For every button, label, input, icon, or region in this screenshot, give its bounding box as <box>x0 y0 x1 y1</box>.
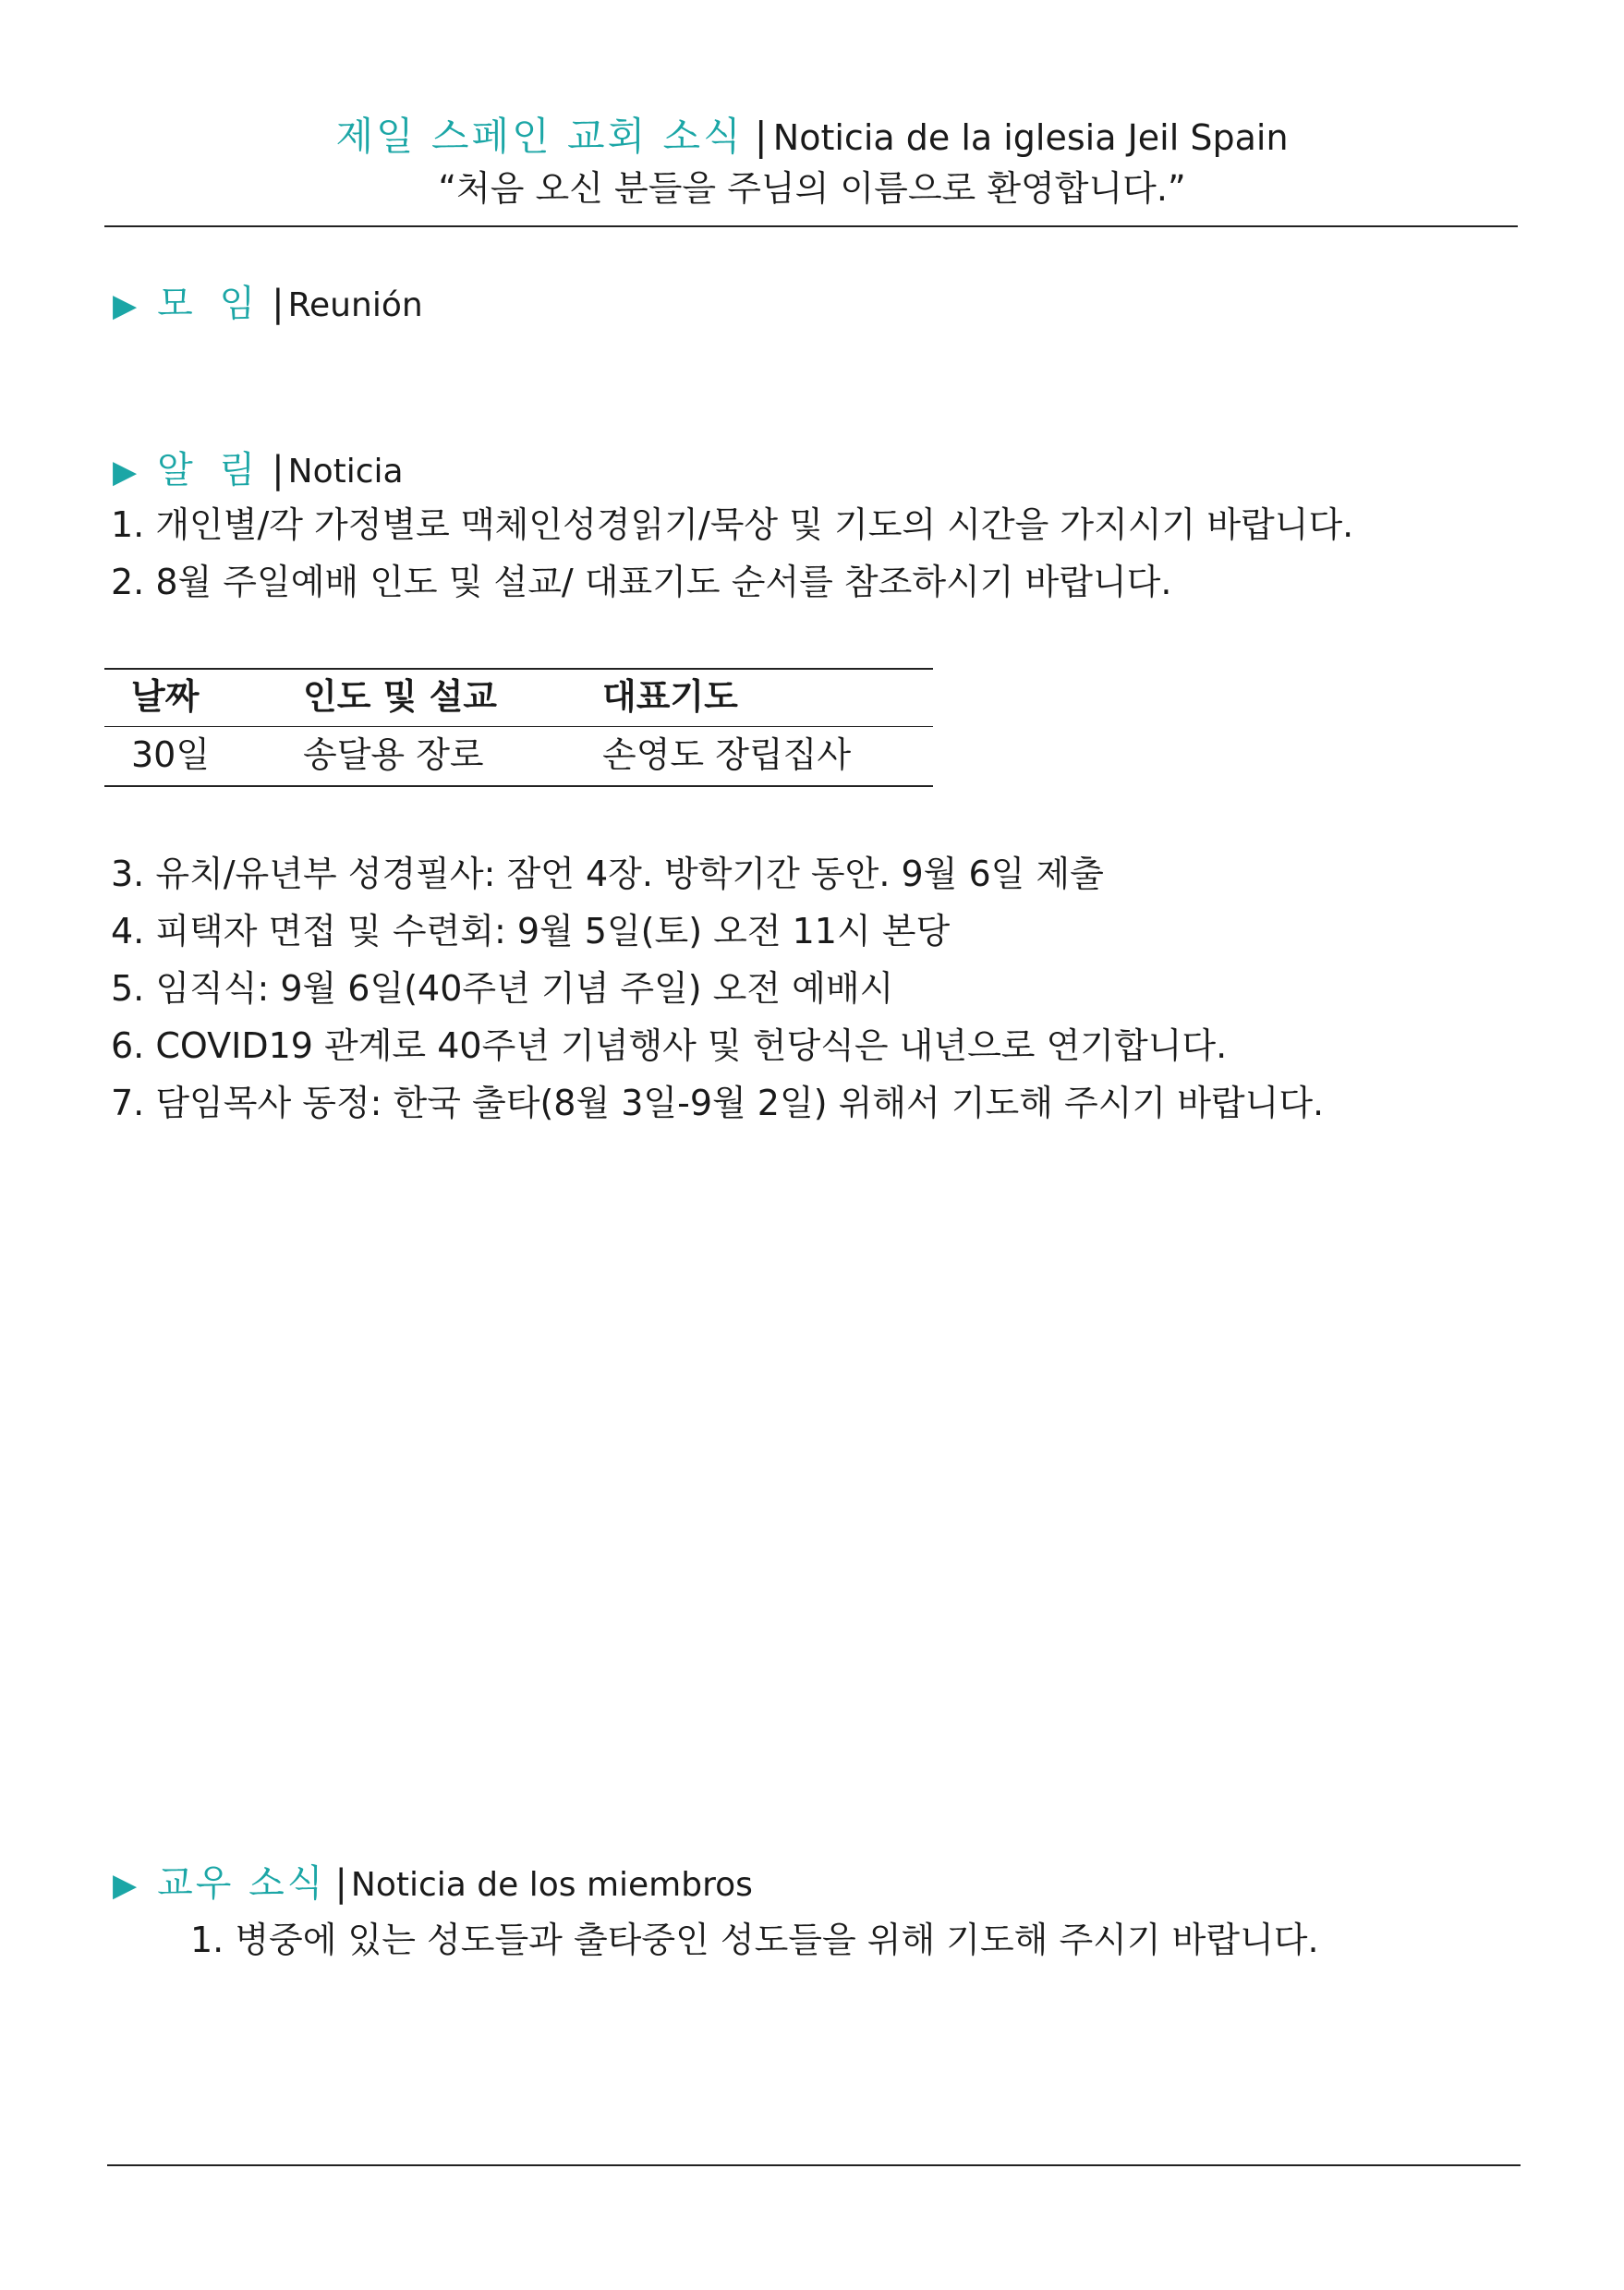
header-divider <box>104 225 1518 227</box>
table-header-prayer: 대표기도 <box>602 676 738 717</box>
notice-item: 5. 임직식: 9월 6일(40주년 기념 주일) 오전 예배시 <box>111 968 894 1009</box>
notice-item: 2. 8월 주일예배 인도 및 설교/ 대표기도 순서를 참조하시기 바랍니다. <box>111 562 1172 602</box>
section-meeting-title-korean: 모 임 <box>157 283 263 325</box>
page-title <box>0 109 1624 164</box>
section-members-separator: | <box>334 1862 347 1905</box>
section-meeting-separator: | <box>272 283 285 325</box>
section-notice-separator: | <box>272 449 285 491</box>
table-cell-prayer: 손영도 장립집사 <box>602 734 852 775</box>
table-header-date: 날짜 <box>131 676 200 717</box>
notice-item: 1. 개인별/각 가정별로 맥체인성경읽기/묵상 및 기도의 시간을 가지시기 바랍니다. <box>111 504 1354 545</box>
triangle-bullet-icon: ▶ <box>113 454 138 491</box>
triangle-bullet-icon: ▶ <box>113 1867 138 1904</box>
section-notice-title-spanish: Noticia <box>287 453 404 491</box>
table-cell-date: 30일 <box>131 734 211 775</box>
section-notice-title-korean: 알 림 <box>157 449 263 491</box>
title-separator: | <box>754 114 768 159</box>
notice-item: 3. 유치/유년부 성경필사: 잠언 4장. 방학기간 동안. 9월 6일 제출 <box>111 854 1104 894</box>
section-members-title-spanish: Noticia de los miembros <box>350 1866 753 1904</box>
footer-divider <box>107 2164 1521 2166</box>
section-meeting-title-spanish: Reunión <box>287 286 423 324</box>
table-cell-leader-sermon: 송달용 장로 <box>303 734 484 775</box>
members-item: 1. 병중에 있는 성도들과 출타중인 성도들을 위해 기도해 주시기 바랍니다. <box>190 1920 1319 1960</box>
section-meeting-heading <box>113 279 423 329</box>
section-members-heading <box>113 1859 753 1908</box>
table-bottom-rule <box>104 785 933 787</box>
table-header-rule <box>104 726 933 727</box>
title-korean: 제일 스페인 교회 소식 <box>335 114 744 159</box>
notice-item: 4. 피택자 면접 및 수련회: 9월 5일(토) 오전 11시 본당 <box>111 911 951 951</box>
notice-item: 6. COVID19 관계로 40주년 기념행사 및 헌당식은 내년으로 연기합니다. <box>111 1025 1228 1066</box>
title-spanish: Noticia de la iglesia Jeil Spain <box>772 117 1289 158</box>
table-header-leader-sermon: 인도 및 설교 <box>303 676 497 717</box>
section-notice-heading <box>113 445 404 495</box>
table-top-rule <box>104 668 933 670</box>
triangle-bullet-icon: ▶ <box>113 287 138 324</box>
section-members-title-korean: 교우 소식 <box>157 1862 326 1905</box>
notice-item: 7. 담임목사 동정: 한국 출타(8월 3일-9월 2일) 위해서 기도해 주시기 바랍니다. <box>111 1083 1325 1123</box>
page-subtitle: “처음 오신 분들을 주님의 이름으로 환영합니다.” <box>438 168 1186 209</box>
